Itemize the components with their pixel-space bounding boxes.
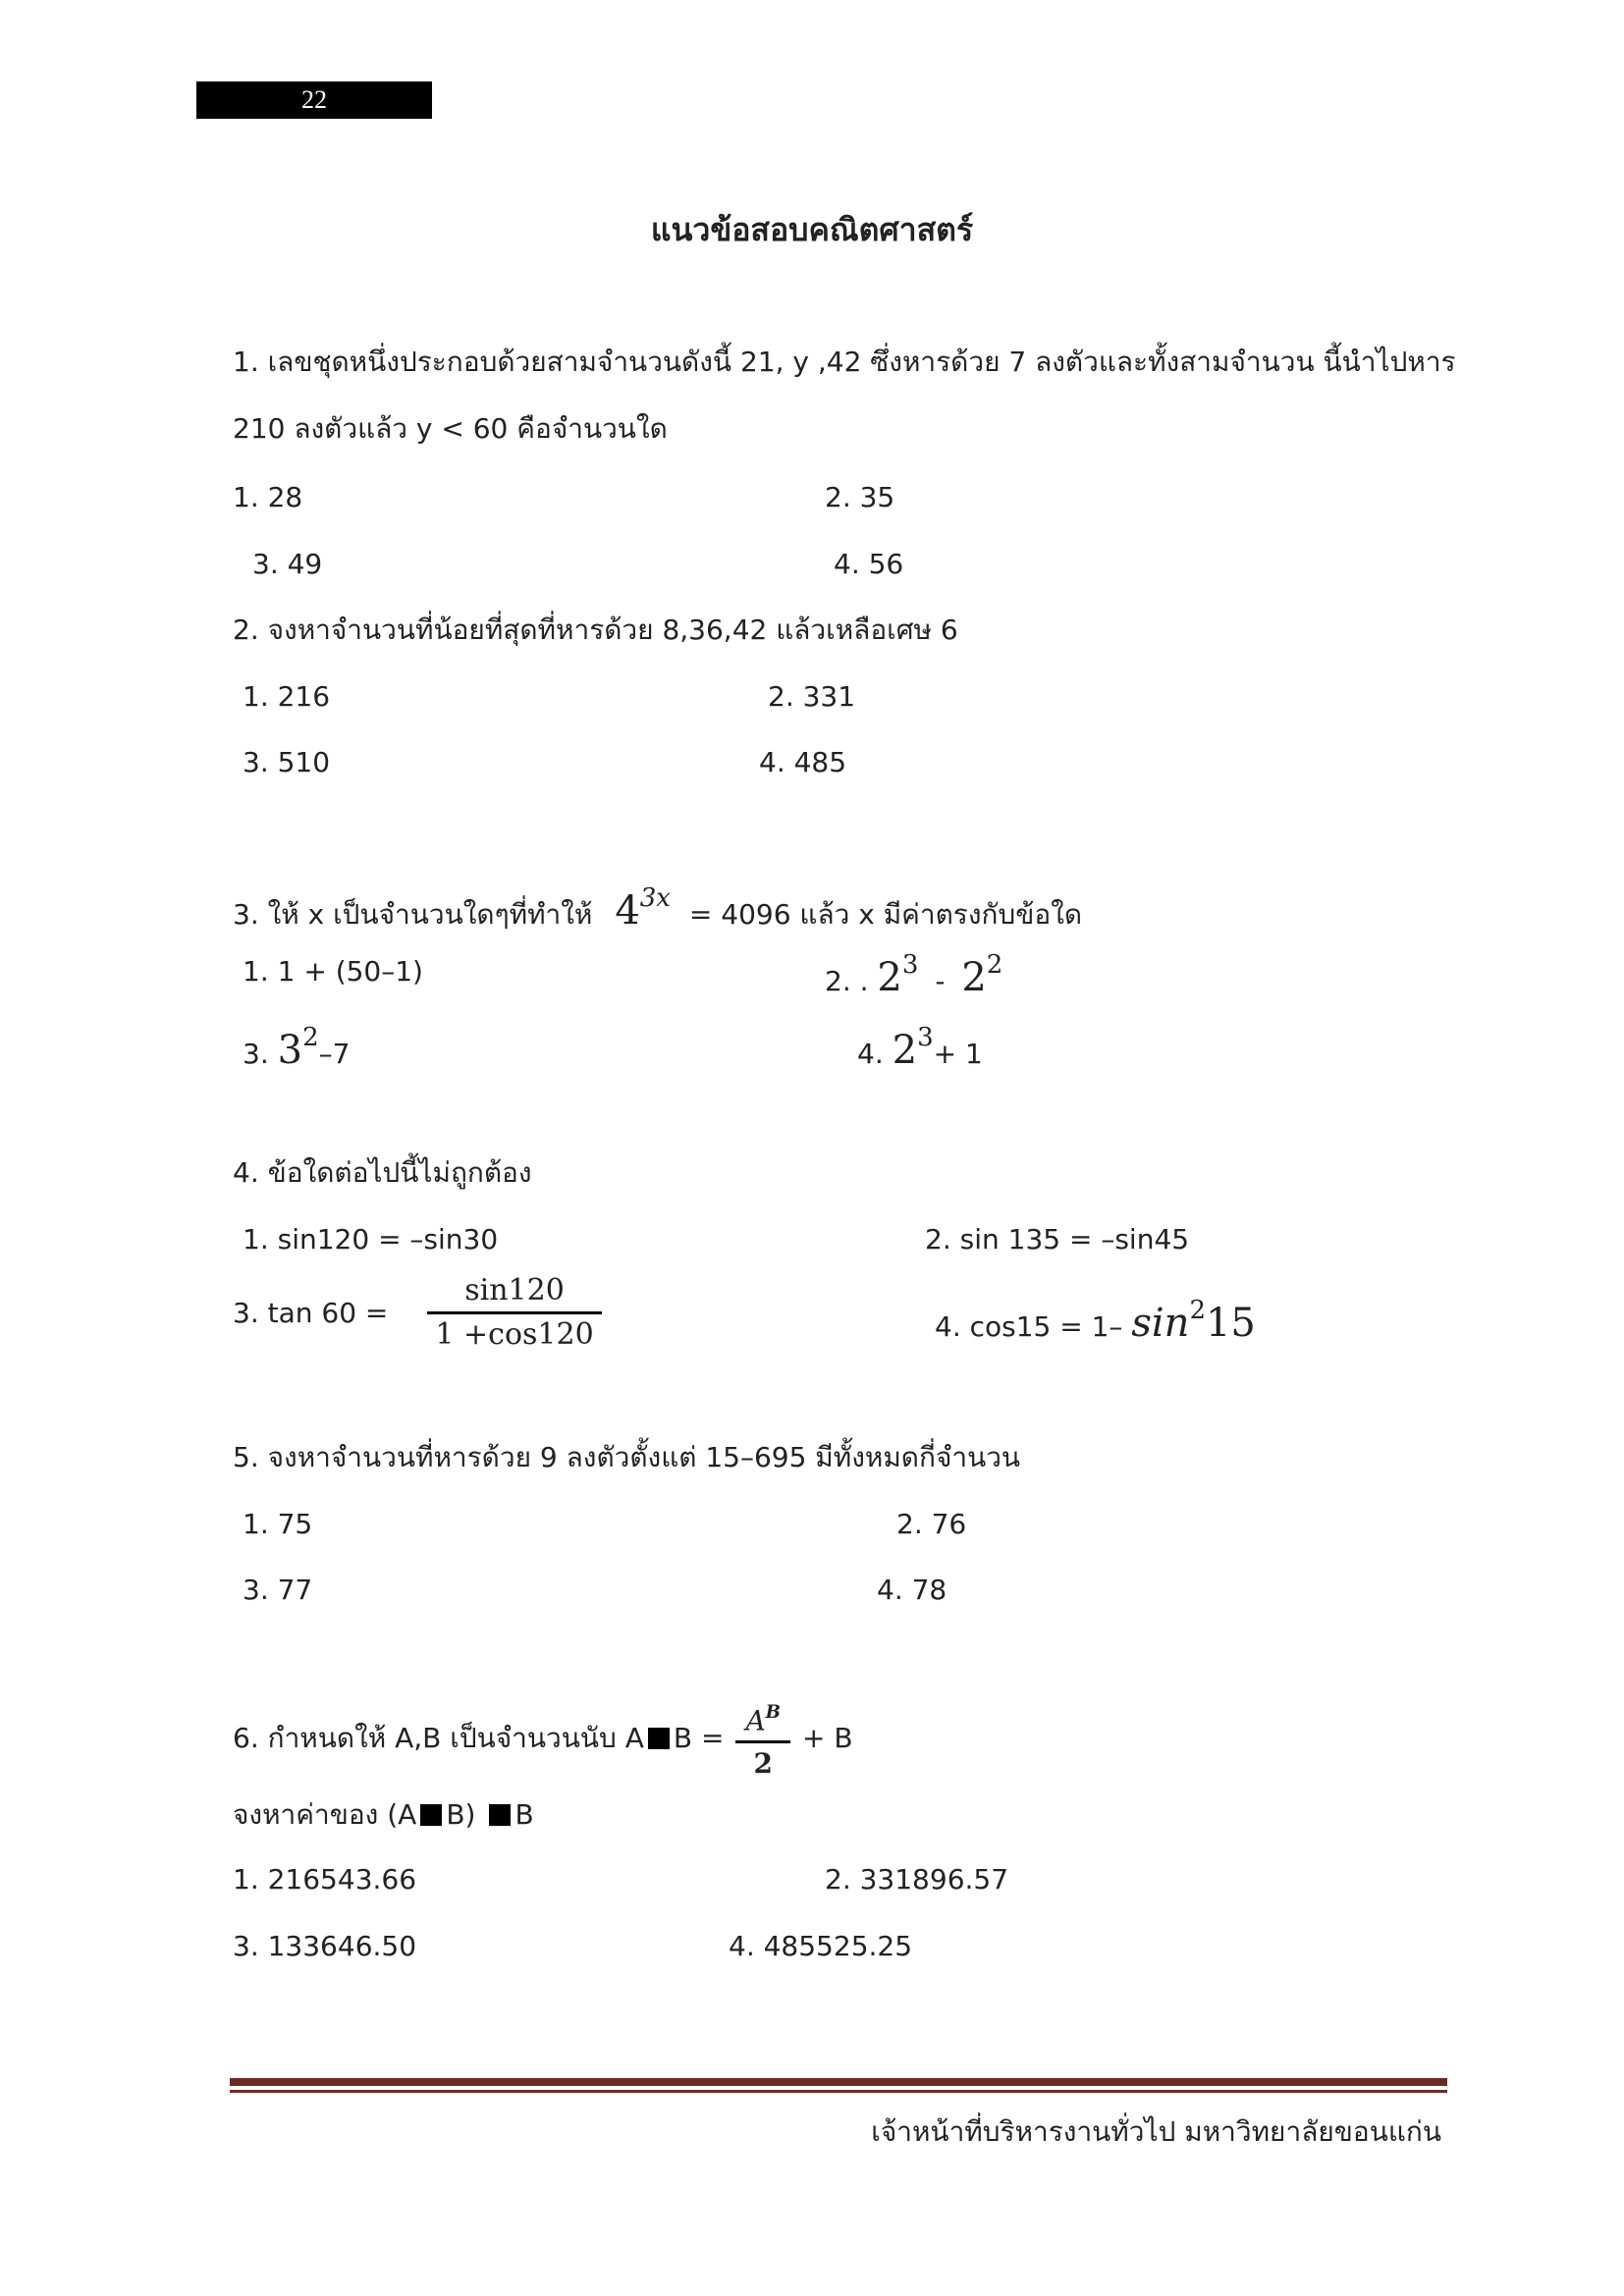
q3-choice-3: [243, 1021, 351, 1074]
q4-c3-fraction: [427, 1274, 601, 1352]
q3-c2-b-base: 2: [961, 955, 987, 1001]
page-title: แนวข้อสอบคณิตศาสตร์: [650, 211, 974, 248]
q2-choice-4: 4. 485: [759, 746, 847, 778]
black-square-operator-icon: [648, 1728, 670, 1749]
q3-line1: [233, 881, 1082, 932]
q3-power: [615, 883, 671, 934]
q3-c4-exp: 3: [917, 1023, 934, 1052]
q6-choice-4: 4. 485525.25: [729, 1930, 913, 1962]
q1-choice-4: 4. 56: [834, 548, 904, 580]
q4-line1: 4. ข้อใดต่อไปนี้ไม่ถูกต้อง: [233, 1156, 532, 1189]
q5-line1: 5. จงหาจำนวนที่หารด้วย 9 ลงตัวตั้งแต่ 15–695 มีทั้งหมดกี่จำนวน: [233, 1441, 1021, 1473]
q6-choice-2: 2. 331896.57: [825, 1863, 1009, 1896]
q3-c2-a-exp: 3: [901, 950, 919, 980]
q6-line2-c: B: [514, 1798, 534, 1831]
q3-c2-a-base: 2: [877, 955, 902, 1001]
q2-choice-1: 1. 216: [243, 680, 331, 713]
q6-pre: 6. กำหนดให้ A,B เป็นจำนวนนับ A: [233, 1721, 644, 1754]
footer-rule-thin: [230, 2090, 1447, 2093]
q2-choice-3: 3. 510: [243, 746, 331, 778]
q4-c3-den: 1 +cos120: [435, 1317, 594, 1352]
q3-c4-suffix: + 1: [933, 1038, 983, 1071]
q3-base: 4: [615, 888, 640, 934]
q3-choice-4: [857, 1021, 983, 1074]
q4-choice-2: 2. sin 135 = –sin45: [925, 1223, 1190, 1255]
q6-line2-b: B): [446, 1798, 476, 1831]
q4-c4-prefix: 4. cos15 = 1–: [935, 1310, 1123, 1344]
black-square-operator-icon: [489, 1804, 511, 1826]
black-square-operator-icon: [420, 1804, 442, 1826]
q2-line1: 2. จงหาจำนวนที่น้อยที่สุดที่หารด้วย 8,36,42 แล้วเหลือเศษ 6: [233, 614, 958, 646]
q1-choice-3: 3. 49: [252, 548, 323, 580]
q3-exp: 3x: [639, 883, 671, 913]
q6-line2: [233, 1798, 534, 1832]
q3-c2-b-exp: 2: [986, 950, 1003, 980]
q3-c2-expr-b: [961, 950, 1003, 1001]
q4-choice-3: [233, 1274, 602, 1352]
q6-num: [735, 1696, 790, 1740]
q1-line2: 210 ลงตัวแล้ว y < 60 คือจำนวนใด: [233, 412, 668, 445]
q3-c2-minus: -: [935, 965, 946, 998]
q5-choice-1: 1. 75: [243, 1508, 313, 1540]
q1-line1: 1. เลขชุดหนึ่งประกอบด้วยสามจำนวนดังนี้ 21, y ,42 ซึ่งหารด้วย 7 ลงตัวและทั้งสามจำนวน นี้นำไปหาร: [233, 346, 1456, 378]
q1-choice-2: 2. 35: [825, 481, 895, 513]
q3-c2-prefix: 2. .: [825, 965, 869, 998]
q3-choice-2: [825, 948, 1003, 1001]
q3-c3-power: [277, 1023, 319, 1074]
q1-choice-1: 1. 28: [233, 481, 303, 513]
q4-choice-1: 1. sin120 = –sin30: [243, 1223, 499, 1255]
q4-c4-arg: 15: [1205, 1301, 1256, 1347]
q6-choice-3: 3. 133646.50: [233, 1930, 417, 1962]
q4-c4-expr: [1131, 1296, 1256, 1347]
q6-choice-1: 1. 216543.66: [233, 1863, 417, 1896]
q3-c4-base: 2: [892, 1028, 918, 1074]
q6-post: + B: [802, 1721, 853, 1754]
q6-num-exp: B: [765, 1702, 782, 1723]
q6-den: 2: [753, 1746, 773, 1780]
q3-c3-base: 3: [277, 1028, 303, 1074]
q3-post: = 4096 แล้ว x มีค่าตรงกับข้อใด: [688, 898, 1083, 932]
q4-c3-num: sin120: [464, 1273, 565, 1308]
q5-choice-3: 3. 77: [243, 1574, 313, 1606]
q4-choice-4: [935, 1294, 1256, 1347]
footer-text: เจ้าหน้าที่บริหารงานทั่วไป มหาวิทยาลัยขอนแก่น: [871, 2115, 1441, 2148]
q3-c3-suffix: –7: [318, 1038, 351, 1071]
q6-num-base: A: [745, 1704, 766, 1737]
q4-c4-exp: 2: [1189, 1296, 1206, 1325]
q6-line1: [233, 1696, 853, 1781]
q3-pre: 3. ให้ x เป็นจำนวนใดๆที่ทำให้: [233, 898, 593, 932]
page-number: 22: [196, 81, 432, 119]
q6-mid: B =: [673, 1721, 725, 1754]
q6-fraction: [735, 1696, 790, 1781]
q3-c3-prefix: 3.: [243, 1038, 269, 1071]
q3-c3-exp: 2: [302, 1023, 319, 1052]
q4-c3-prefix: 3. tan 60 =: [233, 1296, 389, 1329]
q3-c4-prefix: 4.: [857, 1038, 884, 1071]
q2-choice-2: 2. 331: [768, 680, 856, 713]
q4-c4-fn: sin: [1131, 1301, 1190, 1347]
q3-c4-power: [892, 1023, 934, 1074]
q3-choice-1: 1. 1 + (50–1): [243, 955, 423, 988]
footer-rule-thick: [230, 2078, 1447, 2086]
q3-c2-expr: [877, 950, 919, 1001]
q6-line2-a: จงหาค่าของ (A: [233, 1798, 417, 1831]
q5-choice-2: 2. 76: [896, 1508, 967, 1540]
q5-choice-4: 4. 78: [877, 1574, 947, 1606]
